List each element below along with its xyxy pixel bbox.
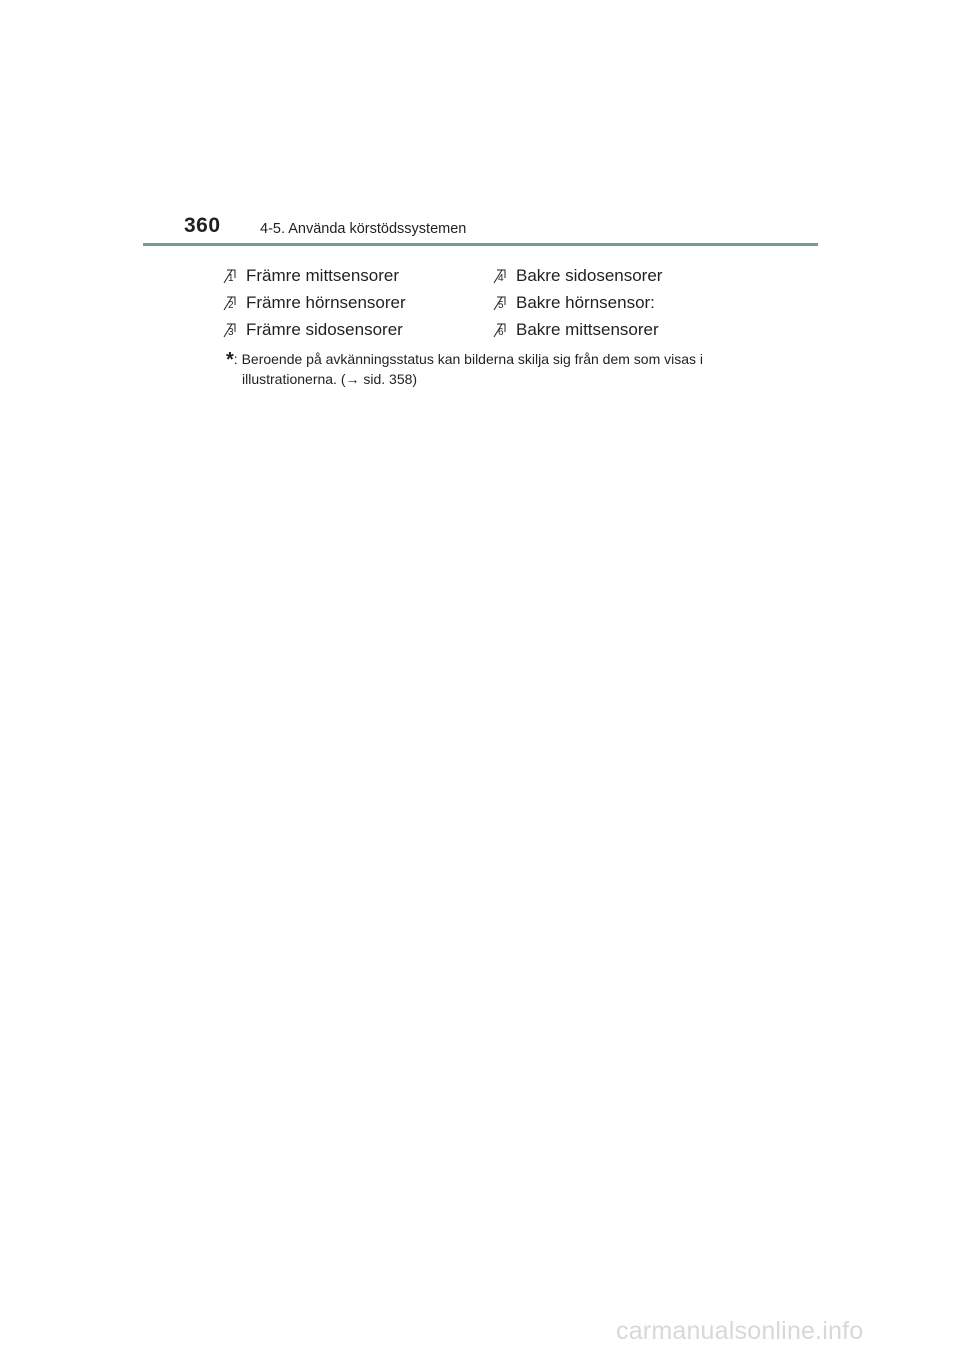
svg-text:5: 5 (498, 299, 504, 311)
legend-label: Bakre sidosensorer (516, 266, 663, 285)
svg-text:6: 6 (498, 326, 504, 338)
footnote (226, 350, 786, 389)
svg-text:4: 4 (498, 272, 504, 284)
number-badge-icon (493, 296, 506, 311)
legend-item-4 (493, 266, 662, 286)
legend-item-1 (223, 266, 399, 286)
number-badge-icon (223, 269, 236, 284)
section-title: 4-5. Använda körstödssystemen (260, 221, 467, 237)
watermark: carmanualsonline.info (616, 1317, 864, 1345)
svg-text:2: 2 (228, 299, 234, 311)
legend-label: Bakre mittsensorer (516, 320, 659, 339)
header-rule (143, 243, 818, 246)
legend-item-2 (223, 293, 406, 313)
legend-item-3 (223, 320, 403, 340)
legend-item-5 (493, 293, 655, 313)
page-number: 360 (184, 214, 221, 237)
legend-label: Främre sidosensorer (246, 320, 403, 339)
number-badge-icon (223, 296, 236, 311)
legend-label: Främre mittsensorer (246, 266, 400, 285)
footnote-line-1: : Beroende på avkänningsstatus kan bilderna skilja sig från dem som visas i (233, 351, 704, 367)
number-badge-icon (223, 323, 236, 338)
footnote-line-2: illustrationerna. (→ sid. 358) (242, 371, 418, 387)
svg-text:1: 1 (228, 272, 234, 284)
number-badge-icon (493, 269, 506, 284)
legend-label: Främre hörnsensorer (246, 293, 406, 312)
footnote-marker: * (226, 349, 234, 371)
legend-item-6 (493, 320, 659, 340)
legend-label: Bakre hörnsensor: (516, 293, 655, 312)
svg-text:3: 3 (228, 326, 234, 338)
number-badge-icon (493, 323, 506, 338)
